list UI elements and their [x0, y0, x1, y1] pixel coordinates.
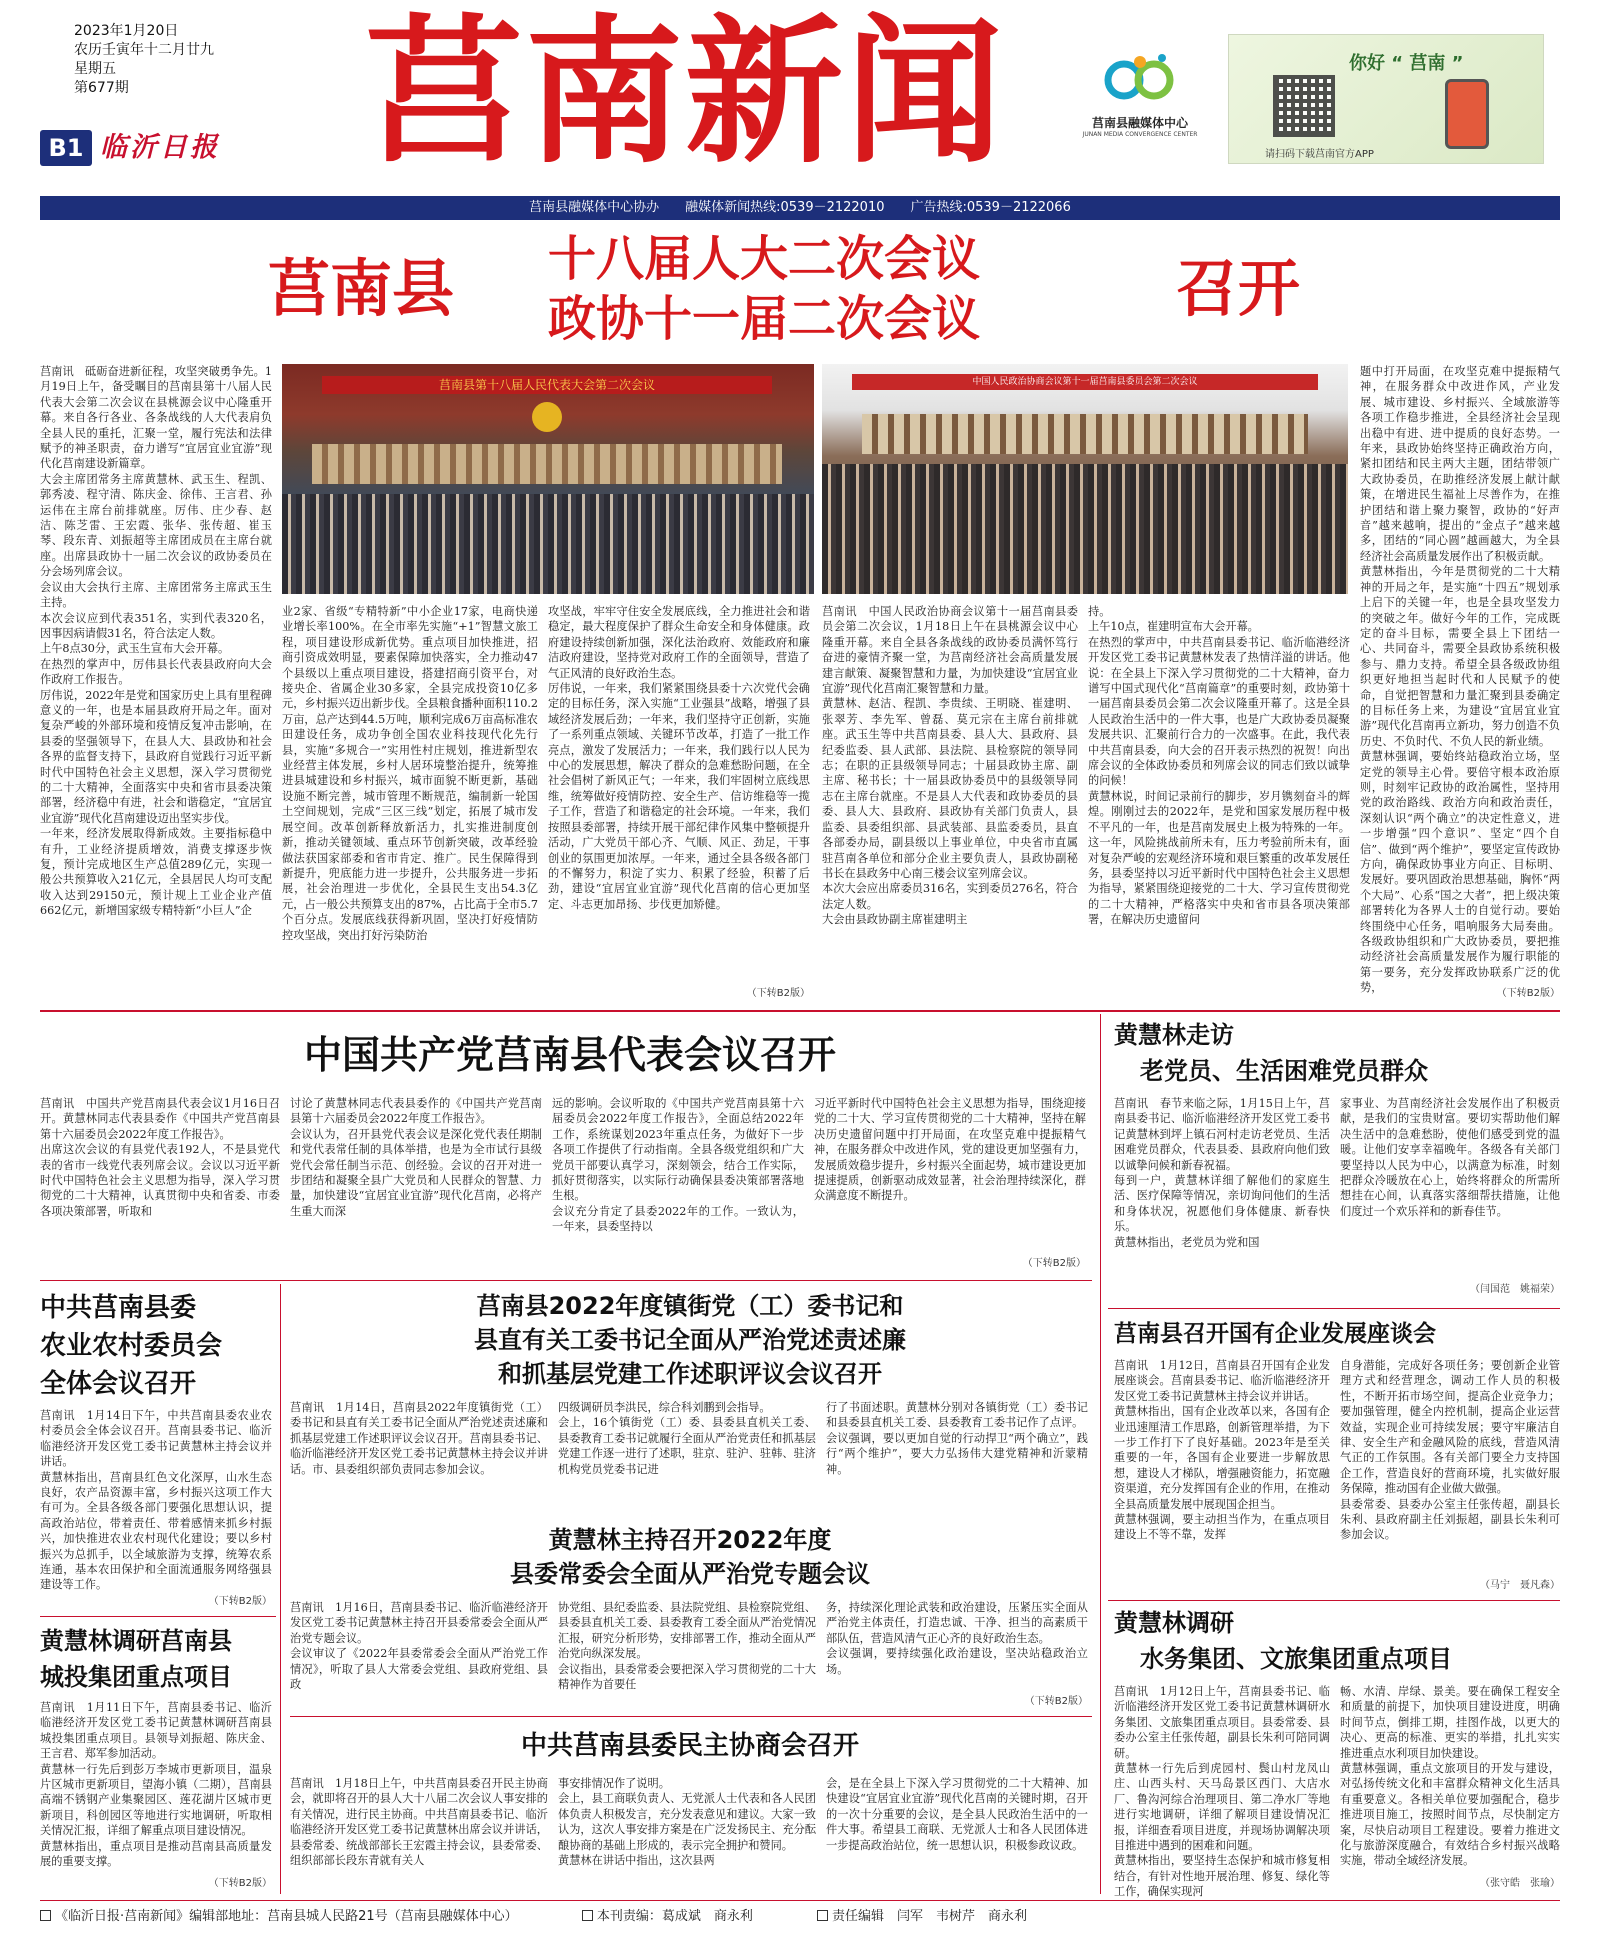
visit-col-1 — [1114, 1096, 1330, 1304]
continued-note: （下转B2版） — [208, 1596, 272, 1607]
checkbox-icon — [817, 1910, 828, 1921]
continued-note: （下转B2版） — [1024, 1696, 1088, 1707]
top-story-col-1-text: 莒南讯 砥砺奋进新征程，攻坚突破勇争先。1月19日上午，备受瞩目的莒南县第十八届人民代表大会第二次会议在县桃源会议中心隆重开幕。来自各行各业、各条战线的人大代表肩负全县人民的重托，汇聚一堂，履行宪法和法律赋予的神圣职责，奋力谱写“宜居宜业宜游”现代化莒南建设新篇章。 大会主席团常务主席黄慧林、武玉生、程凯、郭秀凌、程守清、陈庆金、徐伟、王言君、孙运伟在主席台前排就座。厉伟、庄少春、赵洁、陈芝雷、王宏霞、张华、张传超、崔玉琴、段东青、刘振超等主席团成员在主席台就座。出席县政协十一届二次会议的政协委员在分会场列席会议。 会议由大会执行主席、主席团常务主席武玉生主持。 本次会议应到代表351名，实到代表320名，因事因病请假31名，符合法定人数。 上午8点30分，武玉生宣布大会开幕。 在热烈的掌声中，厉伟县长代表县政府向大会作政府工作报告。 厉伟说，2022年是党和国家历史上具有里程碑意义的一年，也是本届县政府开局之年。面对复杂严峻的外部环境和疫情反复冲击影响，在县委的坚强领导下，在县人大、县政协和社会各界的监督支持下，县政府自觉践行习近平新时代中国特色社会主义思想，深入学习贯彻党的二十大精神，全面落实中央和省市县委决策部署，经济稳中有进，社会和谐稳定，“宜居宜业宜游”现代化莒南建设迈出坚实步伐。 一年来，经济发展取得新成效。主要指标稳中有升，工业经济提质增效，消费支撑逐步恢复，预计完成地区生产总值289亿元，实现一般公共预算收入21亿元，全县居民人均可支配收入达到29150元，预计规上工业企业产值662亿元，新增国家级专精特新“小巨人”企 — [40, 365, 272, 918]
congress-col-3 — [552, 1096, 804, 1274]
top-story-col-3-text: 攻坚战，牢牢守住安全发展底线，全力推进社会和谐稳定，最大程度保护了群众生命安全和身体健康。政府建设持续创新加强，深化法治政府、效能政府和廉洁政府建设，坚持党对政府工作的全面领导，营造了气正风清的良好政治生态。 厉伟说，一年来，我们紧紧围绕县委十六次党代会确定的目标任务，深入实施“工业强县”战略，增强了县域经济发展后劲；一年来，我们坚持守正创新，实施了一系列重点领域、关键环节改革，打造了一批工作亮点，激发了发展活力；一年来，我们践行以人民为中心的发展思想，解决了群众的急难愁盼问题，在全社会倡树了新风正气；一年来，我们牢固树立底线思维，统筹做好疫情防控、安全生产、信访维稳等一揽子工作，营造了和谐稳定的社会环境。一年来，我们按照县委部署，持续开展干部纪律作风集中整顿提升活动，广大党员干部心齐、气顺、风正、劲足，干事创业的氛围更加浓厚。一年来，通过全县各级各部门的不懈努力，积淀了实力、积累了经验，积蓄了后劲，建设“宜居宜业宜游”现代化莒南的信心更加坚定、斗志更加昂扬、步伐更加矫健。 — [548, 605, 810, 911]
qr-code-icon — [1273, 75, 1335, 137]
review-col-2 — [558, 1400, 816, 1518]
soe-col-2-text: 自身潜能，完成好各项任务；要创新企业管理方式和经营理念，调动工作人员的积极性，不断开拓市场空间，提高企业竞争力；要加强管理，健全内控机制，提高企业运营效益，实现企业可持续发展；要守牢廉洁自律、安全生产和金融风险的底线，营造风清气正的工作氛围。各有关部门要全力支持国企工作，营造良好的营商环境，扎实做好服务保障，推动国有企业做大做强。 县委常委、县委办公室主任张传超，副县长朱利、县政府副主任刘振超，副县长朱利可参加会议。 — [1340, 1359, 1560, 1542]
review-title-3: 和抓基层党建工作述职评议会议召开 — [498, 1360, 882, 1388]
divider — [280, 1284, 281, 1894]
congress-col-1-text: 莒南讯 中国共产党莒南县代表会议1月16日召开。黄慧林同志代表县委作《中国共产党莒南县第十六届委员会2022年度工作报告》。 出席这次会议的有县党代表192人，不是县党代表的省市一线党代表列席会议。会议以习近平新时代中国特色社会主义思想为指导，深入学习贯彻党的二十大精神，认真贯彻中央和省委、市委各项决策部署，听取和 — [40, 1097, 280, 1218]
investco-body — [40, 1700, 272, 1894]
congress-col-2-text: 讨论了黄慧林同志代表县委作的《中国共产党莒南县第十六届委员会2022年度工作报告》。 会议认为，召开县党代表会议是深化党代表任期制和党代表常任制的具体举措，也是为全市试行县级党代会常任制当示范、创经验。会议的召开对进一步团结和凝聚全县广大党员和人民群众的智慧、力量，加快建设“宜居宜业宜游”现代化莒南，必将产生重大而深 — [290, 1097, 542, 1218]
review-title-2: 县直有关工委书记全面从严治党述责述廉 — [474, 1326, 906, 1354]
agri-title-3: 全体会议召开 — [40, 1369, 197, 1399]
congress-col-4 — [814, 1096, 1086, 1274]
divider — [1108, 1308, 1560, 1309]
standing-col-1 — [290, 1600, 548, 1712]
divider — [40, 1010, 1560, 1012]
npc-banner: 莒南县第十八届人民代表大会第二次会议 — [322, 376, 772, 394]
review-col-1 — [290, 1400, 548, 1518]
cppcc-session-photo — [822, 364, 1348, 594]
divider — [1100, 1014, 1101, 1894]
cppcc-col-3 — [826, 1776, 1088, 1894]
footer-chief-editor: 本刊责编：葛成斌 商永利 — [596, 1909, 753, 1924]
water-title-2: 水务集团、文旅集团重点项目 — [1140, 1645, 1452, 1673]
congress-title: 中国共产党莒南县代表会议召开 — [303, 1033, 836, 1077]
top-story-col-1 — [40, 364, 272, 1004]
footer — [40, 1904, 1560, 1930]
media-center-name: 莒南县融媒体中心 — [1091, 116, 1188, 130]
standing-col-2-text: 协党组、县纪委监委、县法院党组、县检察院党组、县委县直机关工委、县委教育工委全面从严治党情况汇报，研究分析形势，安排部署工作，推动全面从严治党向纵深发展。 会议指出，县委常委会要把深入学习贯彻党的二十大精神作为首要任 — [558, 1601, 816, 1692]
agri-title-1: 中共莒南县委 — [40, 1293, 197, 1323]
cppcc-col-2 — [558, 1776, 816, 1894]
congress-col-1 — [40, 1096, 280, 1274]
visit-col-2 — [1340, 1096, 1560, 1304]
divider — [40, 1616, 276, 1617]
review-col-3-text: 行了书面述职。黄慧林分别对各镇街党（工）委书记和县委县直机关工委、县委教育工委书记作了点评。 会议强调，要以更加自觉的行动捍卫“两个确立”，践行“两个维护”，要大力弘扬伟大建党精神和沂蒙精神。 — [826, 1401, 1088, 1476]
headline-right: 召开 — [1176, 252, 1301, 325]
investco-title-2: 城投集团重点项目 — [40, 1663, 232, 1691]
media-logo-icon — [1100, 50, 1180, 108]
cppcc-title: 中共莒南县委民主协商会召开 — [520, 1731, 859, 1761]
review-col-1-text: 莒南讯 1月14日，莒南县2022年度镇街党（工）委书记和县直有关工委书记全面从严治党述责述廉和抓基层党建工作述职评议会议召开。莒南县委书记、临沂临港经济开发区党工委书记黄慧林主持会议并讲话。市、县委组织部负责同志参加会议。 — [290, 1401, 548, 1476]
soe-title: 莒南县召开国有企业发展座谈会 — [1114, 1321, 1436, 1347]
cppcc-col-1 — [290, 1776, 548, 1894]
divider — [290, 1716, 1092, 1717]
investco-title-1: 黄慧林调研莒南县 — [40, 1627, 232, 1655]
top-story-col-5-text: 持。 上午10点，崔建明宣布大会开幕。 在热烈的掌声中，中共莒南县委书记、临沂临港经济开发区党工委书记黄慧林发表了热情洋溢的讲话。他说：在全县上下深入学习贯彻党的二十大精神，奋力谱写中国式现代化“莒南篇章”的重要时刻，政协第十一届莒南县委员会第二次会议隆重开幕了。这是全县人民政治生活中的一件大事，也是广大政协委员凝聚发展共识、汇聚前行合力的一次盛事。在此，我代表中共莒南县委，向大会的召开表示热烈的祝贺！向出席会议的全体政协委员和列席会议的同志们致以诚挚的问候！ 黄慧林说，时间记录前行的脚步，岁月镌刻奋斗的辉煌。刚刚过去的2022年，是党和国家发展历程中极不平凡的一年，也是莒南发展史上极为特殊的一年。这一年，风险挑战前所未有，压力考验前所未有，面对复杂严峻的宏观经济环境和艰巨繁重的改革发展任务，县委坚持以习近平新时代中国特色社会主义思想为指导，紧紧围绕迎接党的二十大、学习宣传贯彻党的二十大精神，严格落实中央和省市县各项决策部署，在解决历史遗留问 — [1088, 605, 1350, 927]
continued-note: （下转B2版） — [1022, 1258, 1086, 1269]
issue-number: 第677期 — [74, 80, 129, 96]
top-story-col-5 — [1088, 604, 1350, 1004]
soe-col-2 — [1340, 1358, 1560, 1596]
headline-left: 莒南县 — [268, 252, 455, 325]
water-title-1: 黄慧林调研 — [1114, 1609, 1234, 1637]
top-story-col-6 — [1360, 364, 1560, 1004]
soe-col-1 — [1114, 1358, 1330, 1596]
byline: （闫国范 姚福荣） — [1470, 1284, 1560, 1295]
info-bar-text: 莒南县融媒体中心协办 融媒体新闻热线:0539－2122010 广告热线:0539－2122066 — [529, 200, 1071, 215]
water-col-2-text: 畅、水清、岸绿、景美。要在确保工程安全和质量的前提下，加快项目建设进度，明确时间节点，倒排工期，挂图作战，以更大的决心、更高的标准、更实的举措，扎扎实实推进重点水利项目加快建设。 黄慧林强调，重点文旅项目的开发与建设，对弘扬传统文化和丰富群众精神文化生活具有重要意义。各相关单位要加强配合，稳步推进项目施工，按照时间节点，尽快制定方案，尽快启动项目工程建设。要着力推进文化与旅游深度融合，有效结合乡村振兴战略实施，带动全域经济发展。 — [1340, 1685, 1560, 1868]
congress-col-3-text: 远的影响。会议听取的《中国共产党莒南县第十六届委员会2022年度工作报告》，全面总结2022年工作，系统谋划2023年重点任务，为做好下一步各项工作提供了行动指南。全县各级党组织和广大党员干部要认真学习，深刻领会，结合工作实际，抓好贯彻落实，以实际行动确保县委决策部署落地生根。 会议充分肯定了县委2022年的工作。一致认为，一年来，县委坚持以 — [552, 1097, 804, 1234]
congress-col-2 — [290, 1096, 542, 1274]
media-center-en: JUNAN MEDIA CONVERGENCE CENTER — [1082, 131, 1198, 138]
partner-logo: 临沂日报 — [100, 132, 220, 163]
page-number: B1 — [48, 134, 84, 162]
standing-col-3 — [826, 1600, 1088, 1712]
checkbox-icon — [40, 1910, 51, 1921]
standing-col-3-text: 务，持续深化理论武装和政治建设，压紧压实全面从严治党主体责任，打造忠诚、干净、担当的高素质干部队伍，营造风清气正心齐的良好政治生态。 会议强调，要持续强化政治建设，坚决站稳政治立场。 — [826, 1601, 1088, 1676]
headline-mid-1: 十八届人大二次会议 — [548, 231, 981, 287]
top-story-col-4-text: 莒南讯 中国人民政治协商会议第十一届莒南县委员会第二次会议，1月18日上午在县桃源会议中心隆重开幕。来自全县各条战线的政协委员满怀笃行奋进的豪情齐聚一堂，为莒南经济社会高质量发展建言献策、凝聚智慧和力量，为加快建设“宜居宜业宜游”现代化莒南汇聚智慧和力量。 黄慧林、赵洁、程凯、李贵续、王明晓、崔建明、张翠芳、李先军、曾磊、莫元宗在主席台前排就座。武玉生等中共莒南县委、县人大、县政府、县纪委监委、县人武部、县法院、县检察院的领导同志；在职的正县级领导同志；十届县政协主席、副主席、秘书长；十一届县政协委员中的县级领导同志在主席台就座。不是县人大代表和政协委员的县委、县人大、县政府、县政协有关部门负责人，县监委、县委组织部、县武装部、县监委委员，县直各部委办局，副县级以上事业单位，中央省市直属驻莒南各单位和部分企业主要负责人，县政协副秘书长在县政务中心南三楼会议室列席会议。 本次大会应出席委员316名，实到委员276名，符合法定人数。 大会由县政协副主席崔建明主 — [822, 605, 1078, 927]
headline-mid-2: 政协十一届二次会议 — [548, 291, 981, 347]
divider — [40, 1900, 1560, 1901]
byline: （马宁 聂凡森） — [1480, 1580, 1560, 1591]
cppcc-rostrum — [862, 414, 1308, 454]
newspaper-title: 莒南新闻 — [365, 1, 1005, 185]
visit-col-1-text: 莒南讯 春节来临之际，1月15日上午，莒南县委书记、临沂临港经济开发区党工委书记黄慧林到坪上镇石河村走访老党员、生活困难党员群众，代表县委、县政府向他们致以诚挚问候和新春祝福。 每到一户，黄慧林详细了解他们的家庭生活、医疗保障等情况，亲切询问他们的生活和身体状况，祝愿他们身体健康、新春快乐。 黄慧林指出，老党员为党和国 — [1114, 1097, 1330, 1249]
npc-audience — [282, 494, 814, 594]
top-story-col-2 — [282, 604, 538, 1004]
agri-title-2: 农业农村委员会 — [40, 1331, 223, 1361]
footer-editors: 责任编辑 闫军 韦树芹 商永利 — [831, 1909, 1027, 1924]
water-col-2 — [1340, 1684, 1560, 1894]
review-col-2-text: 四级调研员李洪民，综合科刘鹏到会指导。 会上，16个镇街党（工）委、县委县直机关工委、县委教育工委书记就履行全面从严治党责任和抓基层党建工作逐一进行了述职，驻京、驻沪、驻韩、驻济机构党员党委书记进 — [558, 1401, 816, 1476]
byline: （张守皓 张瑜） — [1480, 1878, 1560, 1889]
media-center-logo — [1060, 50, 1220, 170]
cppcc-col-3-text: 会，是在全县上下深入学习贯彻党的二十大精神、加快建设“宜居宜业宜游”现代化莒南的关键时期，召开的一次十分重要的会议，是全县人民政治生活中的一件大事。希望县工商联、无党派人士和各人民团体进一步提高政治站位，统一思想认识，积极参政议政。 — [826, 1777, 1088, 1852]
npc-rostrum — [312, 444, 782, 484]
divider — [40, 1280, 1092, 1281]
cppcc-col-2-text: 事安排情况作了说明。 会上，县工商联负责人、无党派人士代表和各人民团体负责人积极发言，充分发表意见和建议。大家一致认为，这次人事安排方案是在广泛发扬民主、充分酝酿协商的基础上形成的，表示完全拥护和赞同。 黄慧林在讲话中指出，这次县两 — [558, 1777, 816, 1868]
divider — [1108, 1600, 1560, 1601]
top-story-col-6-text: 题中打开局面，在攻坚克难中提振精气神，在服务群众中改进作风，产业发展、城市建设、乡村振兴、全域旅游等各项工作稳步推进，全县经济社会呈现出稳中有进、进中提质的良好态势。一年来，县政协始终坚持正确政治方向，紧扣团结和民主两大主题，团结带领广大政协委员，在助推经济发展上献计献策，在增进民生福祉上尽善作为，在推护团结和谐上聚力聚智，政协的“好声音”越来越响，提出的“金点子”越来越多，团结的“同心圆”越画越大，为全县经济社会高质量发展作出了积极贡献。 黄慧林指出，今年是贯彻党的二十大精神的开局之年，是实施“十四五”规划承上启下的关键一年，也是全县攻坚发力的突破之年。做好今年的工作，完成既定的奋斗目标，需要全县上下团结一心、共同奋斗，需要全县政协系统积极参与、鼎力支持。希望全县各级政协组织更好地担当起时代和人民赋予的使命，自觉把智慧和力量汇聚到县委确定的目标任务上来，为建设“宜居宜业宜游”现代化莒南再立新功，努力创造不负历史、不负时代、不负人民的新业绩。 黄慧林强调，要始终站稳政治立场，坚定党的领导主心骨。要倍守根本政治原则，时刻牢记政协的政治属性，坚持用党的政治路线、政治方向和政治责任，深刻认识“两个确立”的决定性意义，进一步增强“四个意识”、坚定“四个自信”、做到“两个维护”，要坚定宣传政协方向，确保政协事业方向正、目标明、发展好。要巩固政治思想基础，胸怀“两个大局”、心系“国之大者”，把上级决策部署转化为各界人士的自觉行动。要始终围绕中心任务，唱响服务大局奏曲。各级政协组织和广大政协委员，要把推动经济社会高质量发展作为履行职能的第一要务，充分发挥政协联系广泛的优势， — [1360, 365, 1560, 995]
footer-address: 《临沂日报·莒南新闻》编辑部地址：莒南县城人民路21号（莒南县融媒体中心） — [55, 1909, 518, 1924]
app-phone-icon — [1445, 79, 1489, 149]
top-story-col-2-text: 业2家、省级“专精特新”中小企业17家，电商快递业增长率100%。在全市率先实施“+1”智慧文旅工程，项目建设形成新优势。重点项目加快推进，招商引资成效明显，要素保障加快落实，全力推动47个县级以上重点项目建设，搭建招商引资平台，对接央企、省属企业30多家，全县完成投资10亿多元，乡村振兴迈出新步伐。全县粮食播种面积110.2万亩，总产达到44.5万吨，顺利完成6万亩高标准农田建设任务，成功争创全国农业科技现代化先行县，实施“多规合一”实用性村庄规划，推进新型农业经营主体发展，乡村人居环境整治提升，统筹推进县城建设和乡村振兴，城市面貌不断更新，基础设施不断完善，城市管理不断规范，编制新一轮国土空间规划，完成“三区三线”划定，拓展了城市发展空间。改革创新释放新活力，扎实推进制度创新，推动关键领域、重点环节创新突破，改革经验做法获国家部委和省市肯定、推广。民生保障得到新提升，兜底能力进一步提升，公共服务进一步拓展，社会治理进一步优化，全县民生支出54.3亿元，占一般公共预算支出的87%，占比高于全市5.7个百分点。发展底线获得新巩固，坚决打好疫情防控攻坚战，突出打好污染防治 — [282, 605, 538, 942]
water-col-1 — [1114, 1684, 1330, 1899]
investco-body-text: 莒南讯 1月11日下午，莒南县委书记、临沂临港经济开发区党工委书记黄慧林调研莒南县城投集团重点项目。县领导刘振超、陈庆金、王言君、郑军参加活动。 黄慧林一行先后到彭万李城市更新项目，温泉片区城市更新项目，望海小镇（二期），莒南县高端不锈钢产业集聚园区、莲花湖片区城市更新项目，科创园区等地进行实地调研，听取相关情况汇报，详细了解重点项目建设情况。 黄慧林指出，重点项目是推动莒南县高质量发展的重要支撑。 — [40, 1701, 272, 1869]
top-story-col-4 — [822, 604, 1078, 1004]
info-bar — [40, 196, 1560, 220]
cppcc-audience — [822, 464, 1348, 594]
npc-session-photo — [282, 364, 814, 594]
agri-body-text: 莒南讯 1月14日下午，中共莒南县委农业农村委员会全体会议召开。莒南县委书记、临沂临港经济开发区党工委书记黄慧林主持会议并讲话。 黄慧林指出，莒南县红色文化深厚，山水生态良好，农产品资源丰富，乡村振兴这项工作大有可为。全县各级各部门要强化思想认识，提高政治站位，带着责任、带着感情来抓乡村振兴，加快推进农业农村现代化建设；要以乡村振兴为总抓手，以全域旅游为支撑，统筹农系连通，基本农田保护和全面流通服务网络强县建设等工作。 — [40, 1409, 272, 1592]
congress-col-4-text: 习近平新时代中国特色社会主义思想为指导，围绕迎接党的二十大、学习宣传贯彻党的二十大精神，坚持在解决历史遗留问题中打开局面，在攻坚克难中提振精气神，在服务群众中改进作风，党的建设更加坚强有力，发展质效稳步提升，乡村振兴全面起势，城市建设更加提速提质，创新驱动成效显著，社会治理持续深化，群众满意度不断提升。 — [814, 1097, 1086, 1203]
cppcc-banner: 中国人民政治协商会议第十一届莒南县委员会第二次会议 — [852, 374, 1318, 390]
app-ad-caption: 请扫码下载莒南官方APP — [1265, 149, 1374, 160]
lunar-date: 农历壬寅年十二月廿九 — [74, 42, 214, 58]
visit-title-2: 老党员、生活困难党员群众 — [1140, 1057, 1428, 1085]
top-story-col-3 — [548, 604, 810, 1004]
app-ad-title: 你好 “ 莒南 ” — [1349, 53, 1464, 74]
review-title-1: 莒南县2022年度镇街党（工）委书记和 — [476, 1292, 904, 1320]
review-col-3 — [826, 1400, 1088, 1518]
cppcc-col-1-text: 莒南讯 1月18日上午，中共莒南县委召开民主协商会，就即将召开的县人大十八届二次会议人事安排的有关情况，进行民主协商。中共莒南县委书记、临沂临港经济开发区党工委书记黄慧林出席会议并讲话，县委常委、统战部部长王宏霞主持会议，县委常委、组织部部长段东青就有关人 — [290, 1777, 548, 1868]
visit-title-1: 黄慧林走访 — [1114, 1021, 1234, 1049]
continued-note: （下转B2版） — [208, 1878, 272, 1889]
standing-title-1: 黄慧林主持召开2022年度 — [548, 1526, 832, 1554]
page-badge — [40, 130, 92, 166]
continued-note: （下转B2版） — [1496, 988, 1560, 999]
water-col-1-text: 莒南讯 1月12日上午，莒南县委书记、临沂临港经济开发区党工委书记黄慧林调研水务集团、文旅集团重点项目。县委常委、县委办公室主任张传超，副县长朱利可陪同调研。 黄慧林一行先后到虎园村、鬓山村龙凤山庄、山西头村、天马岛景区西门、大店水厂、鲁沟河综合治理项目、第二净水厂等地进行实地调研，详细了解项目建设情况汇报，详细查看项目进度，并现场协调解决项目推进中遇到的困难和问题。 黄慧林指出，要坚持生态保护和城市修复相结合，有针对性地开展治理、修复、绿化等工作，确保实现河 — [1114, 1685, 1330, 1899]
npc-emblem-icon — [532, 402, 562, 432]
checkbox-icon — [582, 1910, 593, 1921]
issue-date: 2023年1月20日 — [74, 23, 179, 39]
visit-col-2-text: 家事业、为莒南经济社会发展作出了积极贡献，是我们的宝贵财富。要切实帮助他们解决生活中的急难愁盼，使他们感受到党的温暖。让他们安享幸福晚年。各级各有关部门要坚持以人民为中心，以满意为标准，时刻把群众冷暖放在心上，始终将群众的所需所想挂在心间，认真落实落细帮扶措施，让他们度过一个欢乐祥和的新春佳节。 — [1340, 1097, 1560, 1218]
standing-title-2: 县委常委会全面从严治党专题会议 — [510, 1560, 870, 1588]
agri-body — [40, 1408, 272, 1612]
soe-col-1-text: 莒南讯 1月12日，莒南县召开国有企业发展座谈会。莒南县委书记、临沂临港经济开发区党工委书记黄慧林主持会议并讲话。 黄慧林指出，国有企业改革以来，各国有企业迅速厘清工作思路，创新管理举措，为下一步工作打下了良好基础。2023年是至关重要的一年，各国有企业要进一步解放思想，建设人才梯队，增强融资能力，拓宽融资渠道，充分发挥国有企业的作用，在推动全县高质量发展中展现国企担当。 黄慧林强调，要主动担当作为，在重点项目建设上不等不靠，发挥 — [1114, 1359, 1330, 1542]
standing-col-2 — [558, 1600, 816, 1712]
weekday: 星期五 — [74, 61, 116, 77]
continued-note: （下转B2版） — [746, 988, 810, 999]
app-ad — [1228, 34, 1544, 164]
standing-col-1-text: 莒南讯 1月16日，莒南县委书记、临沂临港经济开发区党工委书记黄慧林主持召开县委常委会全面从严治党专题会议。 会议审议了《2022年县委常委会全面从严治党工作情况》，听取了县人大常委会党组、县政府党组、县政 — [290, 1601, 548, 1692]
